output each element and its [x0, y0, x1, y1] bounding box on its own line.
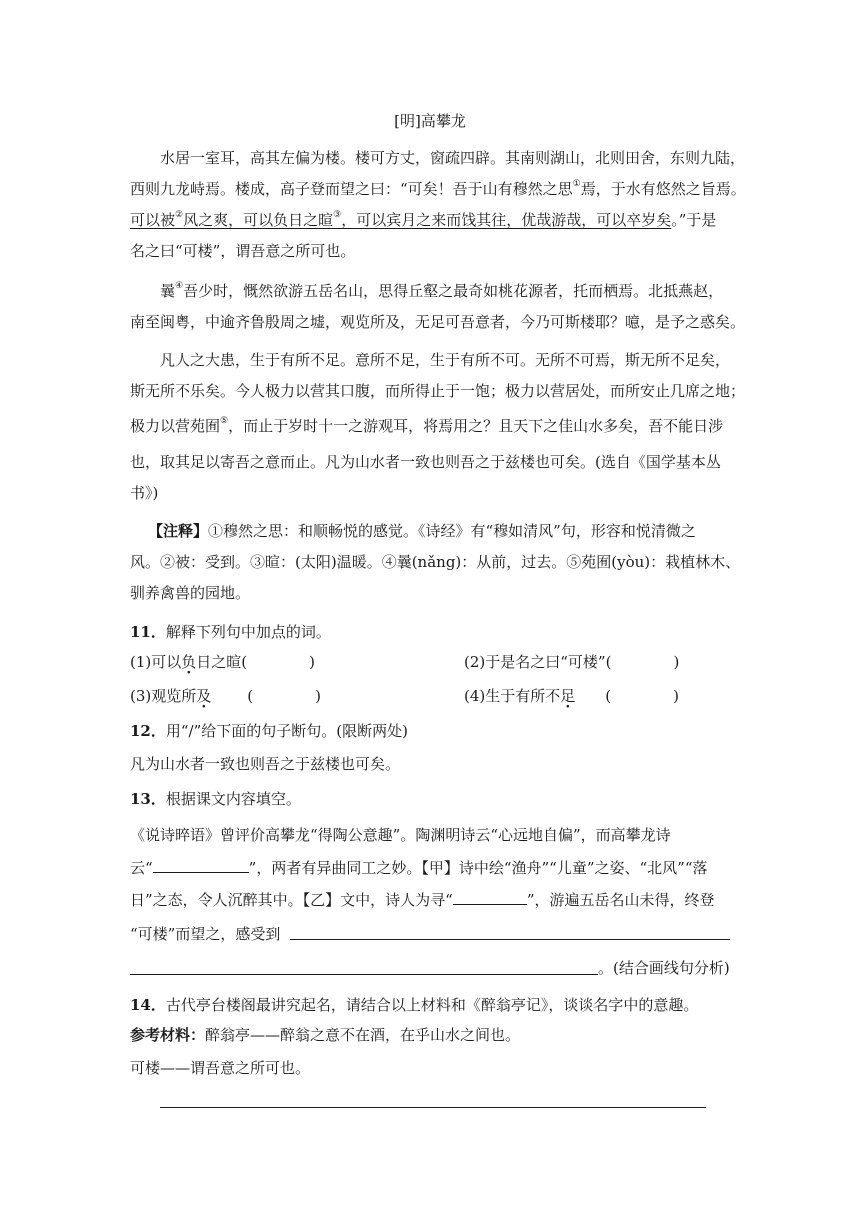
q11-item-2: (2)于是名之曰“可楼”( )	[464, 653, 680, 671]
passage-line: 西则九龙峙焉。楼成，高子登而望之曰：“可矣！吾于山有穆然之思①焉，于水有悠然之旨焉。	[130, 179, 746, 198]
q12-sentence: 凡为山水者一致也则吾之于兹楼也可矣。	[130, 755, 401, 773]
passage-line: 斯无所不乐矣。今人极力以营其口腹，而所得止于一饱；极力以营居处，而所安止几席之地；	[130, 382, 746, 400]
passage-line: 也，取其足以寄吾之意而止。凡为山水者一致也则吾之于兹楼也可矣。(选自《国学基本丛	[130, 453, 721, 471]
passage-line: 名之曰“可楼”，谓吾意之所可也。	[130, 242, 356, 260]
q13-line: 云“ ”，两者有异曲同工之妙。【甲】诗中绘“渔舟”“儿童”之姿、“北风”“落	[130, 859, 708, 877]
passage-line: 曩④吾少时，慨然欲游五岳名山，思得丘壑之最奇如桃花源者，托而栖焉。北抵燕赵，	[160, 281, 724, 300]
answer-line[interactable]	[290, 939, 730, 940]
author-line: [明]高攀龙	[394, 112, 466, 130]
q13-line: 。(结合画线句分析)	[598, 959, 730, 977]
question-13: 13．根据课文内容填空。	[130, 790, 301, 808]
note-marker: ①	[572, 179, 581, 189]
passage-line: 水居一室耳，高其左偏为楼。楼可方丈，窗疏四辟。其南则湖山，北则田舍，东则九陆，	[160, 149, 746, 167]
answer-blank[interactable]	[453, 890, 527, 905]
passage-line: 南至闽粤，中逾齐鲁殷周之墟，观览所及，无足可吾意者，今乃可斯楼耶？噫，是予之惑矣。	[130, 313, 746, 331]
answer-blank[interactable]	[153, 858, 249, 873]
question-14: 14．古代亭台楼阁最讲究起名，请结合以上材料和《醉翁亭记》，谈谈名字中的意趣。	[130, 996, 699, 1014]
notes-line: 驯养禽兽的园地。	[130, 584, 251, 602]
notes-label: 【注释】	[148, 522, 209, 540]
underlined-sentence: 可以被②风之爽，可以负日之暄③，可以宾月之来而饯其往，优哉游哉，可以卒岁矣。”于是	[130, 210, 717, 229]
answer-line[interactable]	[160, 1107, 706, 1108]
q14-reference: 参考材料：醉翁亭——醉翁之意不在酒，在乎山水之间也。	[130, 1026, 521, 1044]
question-12: 12．用“/”给下面的句子断句。(限断两处)	[130, 722, 408, 740]
q11-item-1: (1)可以负日之暄( )	[130, 653, 315, 671]
q13-line: “可楼”而望之，感受到	[130, 925, 281, 943]
q13-line: 日”之态，令人沉醉其中。【乙】文中，诗人为寻“ ”，游遍五岳名山未得，终登	[130, 891, 715, 909]
passage-line: 极力以营苑囿⑤，而止于岁时十一之游观耳，将焉用之？且天下之佳山水多矣，吾不能日涉	[130, 416, 724, 435]
notes-line: 风。②被：受到。③暄：(太阳)温暖。④曩(nǎng)：从前，过去。⑤苑囿(yòu)：栽植林木、	[130, 553, 741, 571]
q11-item-3: (3)观览所及 ( )	[130, 687, 321, 705]
q14-reference: 可楼——谓吾意之所可也。	[130, 1059, 311, 1077]
question-11: 11．解释下列句中加点的词。	[130, 623, 331, 641]
q13-line: 《说诗晬语》曾评价高攀龙“得陶公意趣”。陶渊明诗云“心远地自偏”，而高攀龙诗	[130, 826, 671, 844]
passage-line: 凡人之大患，生于有所不足。意所不足，生于有所不可。无所不可焉，斯无所不足矣，	[160, 351, 731, 369]
q11-item-4: (4)生于有所不足 ( )	[464, 687, 679, 705]
notes-line: 【注释】①穆然之思：和顺畅悦的感觉。《诗经》有“穆如清风”句，形容和悦清微之	[148, 522, 696, 540]
answer-line[interactable]	[130, 974, 598, 975]
passage-line: 书》)	[130, 484, 159, 502]
